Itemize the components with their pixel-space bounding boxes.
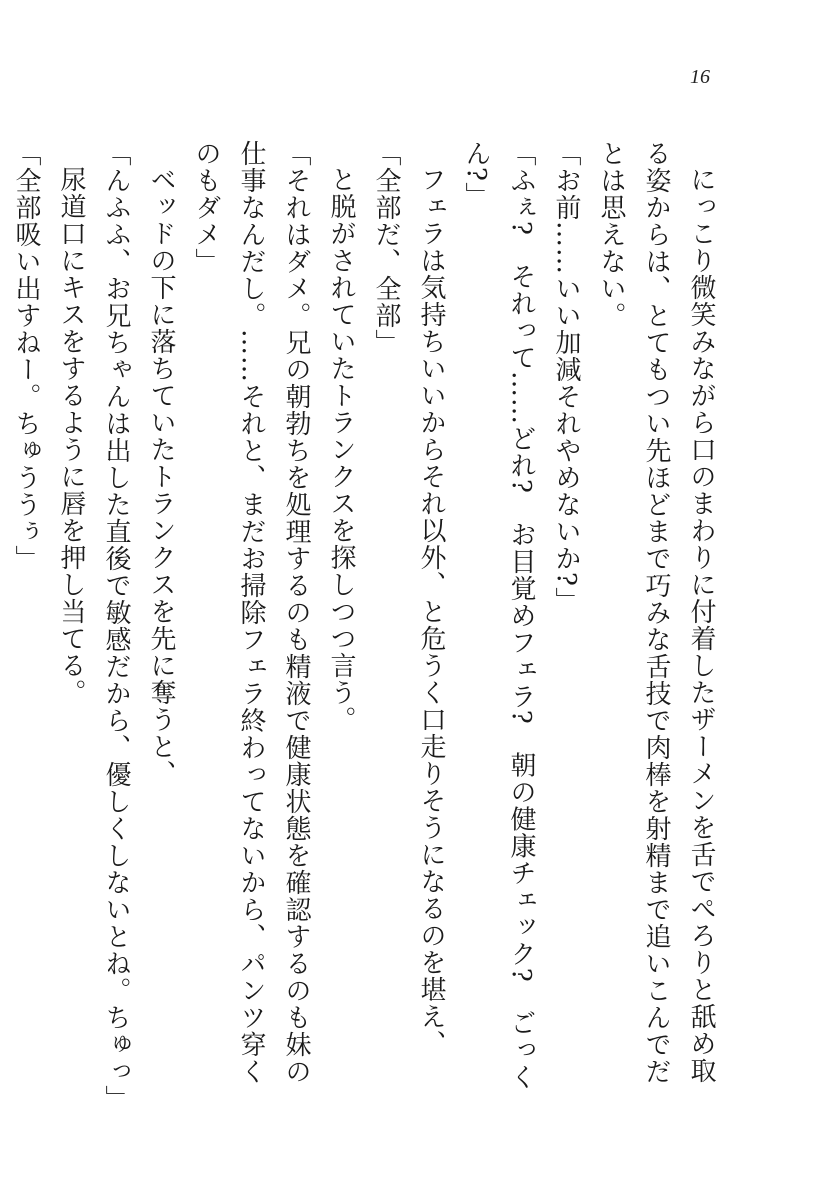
paragraph: 「んふふ、お兄ちゃんは出した直後で敏感だから、優しくしないとね。ちゅっ」 — [101, 140, 131, 1112]
paragraph: ベッドの下に落ちていたトランクスを先に奪うと、 — [146, 166, 176, 787]
body-text — [11, 140, 723, 1112]
page-number: 16 — [690, 66, 710, 88]
paragraph: 「それはダメ。兄の朝勃ちを処理するのも精液で健康状態を確認するのも妹の仕事なんだし。……それと、まだお掃除フェラ終わってないから、パンツ穿くのもダメ」 — [191, 140, 311, 1085]
paragraph: にっこり微笑みながら口のまわりに付着したザーメンを舌でぺろりと舐め取る姿からは、とてもつい先ほどまで巧みな舌技で肉棒を射精まで追いこんでだとは思えない。 — [596, 140, 716, 1085]
paragraph: 尿道口にキスをするように唇を押し当てる。 — [56, 166, 86, 706]
paragraph: フェラは気持ちいいからそれ以外、と危うく口走りそうになるのを堪え、 — [416, 166, 446, 1057]
paragraph: 「ふぇ? それって……どれ? お目覚めフェラ? 朝の健康チェック? ごっくん?」 — [461, 140, 536, 1091]
paragraph: 「お前……いい加減それやめないか?」 — [551, 140, 581, 614]
paragraph: 「全部だ、全部」 — [371, 140, 401, 356]
paragraph: 「全部吸い出すねー。ちゅううぅ」 — [11, 140, 41, 572]
paragraph: と脱がされていたトランクスを探しつつ言う。 — [326, 166, 356, 733]
paragraph — [0, 140, 3, 1100]
